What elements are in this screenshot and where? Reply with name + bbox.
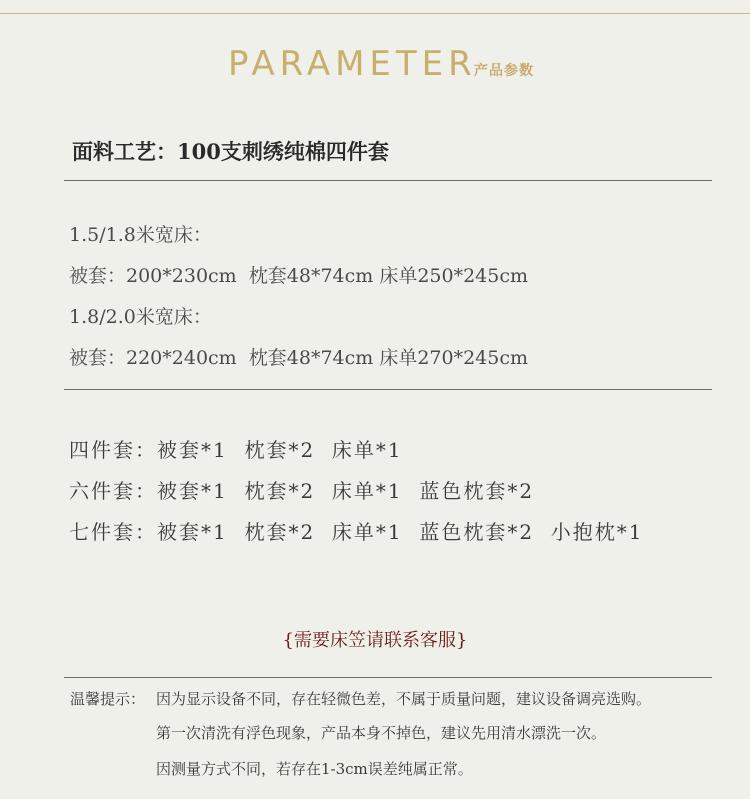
note-line: 因为显示设备不同，存在轻微色差，不属于质量问题，建议设备调亮选购。	[156, 690, 652, 708]
bed-size-spec: 被套：220*240cm 枕套48*74cm 床单270*245cm	[69, 347, 529, 369]
divider	[64, 677, 712, 678]
notes-label: 温馨提示：	[70, 690, 146, 708]
contact-note: {需要床笠请联系客服}	[282, 630, 468, 651]
fabric-heading: 面料工艺：100支刺绣纯棉四件套	[72, 139, 389, 164]
bed-size-label: 1.5/1.8米宽床：	[69, 224, 212, 246]
set-option: 四件套：被套*1 枕套*2 床单*1	[69, 438, 403, 462]
set-option: 六件套：被套*1 枕套*2 床单*1 蓝色枕套*2	[69, 479, 535, 503]
section-header	[0, 44, 750, 88]
note-line: 第一次清洗有浮色现象，产品本身不掉色，建议先用清水漂洗一次。	[156, 724, 607, 742]
top-divider	[0, 13, 750, 14]
bed-size-label: 1.8/2.0米宽床：	[69, 306, 212, 328]
header-title-cn: 产品参数	[474, 63, 534, 79]
divider	[64, 389, 712, 390]
set-option: 七件套：被套*1 枕套*2 床单*1 蓝色枕套*2 小抱枕*1	[69, 520, 644, 544]
divider	[64, 180, 712, 181]
bed-size-spec: 被套：200*230cm 枕套48*74cm 床单250*245cm	[69, 265, 529, 287]
header-title-en: PARAMETER	[228, 44, 477, 84]
note-line: 因测量方式不同，若存在1-3cm误差纯属正常。	[156, 760, 473, 778]
